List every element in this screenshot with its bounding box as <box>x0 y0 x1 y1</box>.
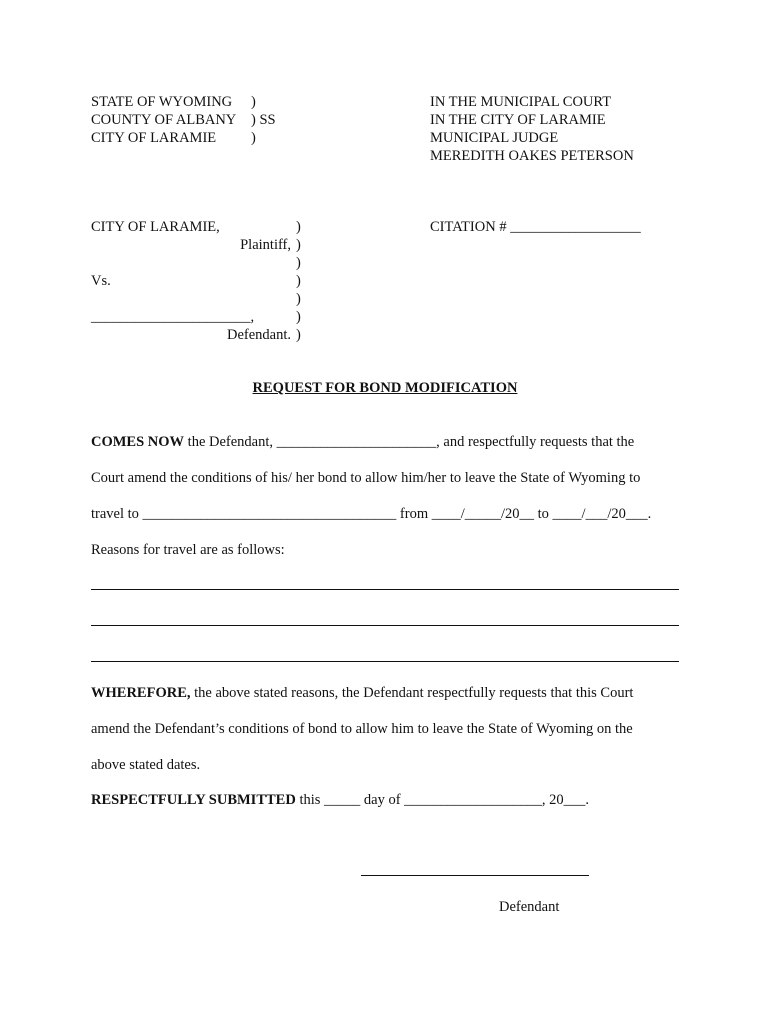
court-heading <box>430 93 634 165</box>
comes-now-lead: COMES NOW <box>91 434 185 450</box>
caption-paren: ) <box>251 94 256 110</box>
plaintiff-label: Plaintiff, <box>240 237 291 253</box>
comes-now-line <box>91 433 634 451</box>
wherefore-text: the above stated reasons, the Defendant respectfully requests that this Court <box>190 685 634 701</box>
parties-paren: ) <box>296 273 301 289</box>
parties-paren: ) <box>296 291 301 307</box>
caption-city-row <box>91 129 291 147</box>
signature-line[interactable] <box>361 875 589 876</box>
caption-county: COUNTY OF ALBANY <box>91 112 237 128</box>
wherefore-lead: WHEREFORE, <box>91 685 191 701</box>
court-line: IN THE CITY OF LARAMIE <box>430 112 606 128</box>
reason-line-1[interactable] <box>91 589 679 590</box>
submitted-lead: RESPECTFULLY SUBMITTED <box>91 792 296 808</box>
parties-paren: ) <box>296 255 301 271</box>
court-line: MEREDITH OAKES PETERSON <box>430 148 634 164</box>
defendant-name-blank[interactable]: ______________________, <box>91 309 255 325</box>
caption-city: CITY OF LARAMIE <box>91 130 217 146</box>
citation-number-field[interactable]: CITATION # __________________ <box>430 219 641 235</box>
document-title: REQUEST FOR BOND MODIFICATION <box>252 380 518 396</box>
reasons-label: Reasons for travel are as follows: <box>91 542 285 558</box>
defendant-label: Defendant. <box>226 327 291 343</box>
reason-line-3[interactable] <box>91 661 679 662</box>
caption-state-row <box>91 93 291 111</box>
body-line: above stated dates. <box>91 757 201 773</box>
wherefore-line <box>91 684 633 702</box>
signature-label: Defendant <box>499 899 560 915</box>
caption-venue <box>91 93 291 147</box>
parties-paren: ) <box>296 327 301 343</box>
body-line: amend the Defendant’s conditions of bond to allow him to leave the State of Wyoming on the <box>91 721 633 737</box>
plaintiff-name: CITY OF LARAMIE, <box>91 219 220 235</box>
travel-dates-line[interactable]: travel to ___________________________________ from ____/_____/20__ to ____/___/20___. <box>91 506 652 522</box>
reason-line-2[interactable] <box>91 625 679 626</box>
versus-label: Vs. <box>91 273 111 289</box>
caption-paren: ) <box>251 130 256 146</box>
submitted-date-fields[interactable]: this _____ day of ___________________, 20___. <box>295 792 590 808</box>
parties-block <box>91 218 311 348</box>
submitted-line <box>91 791 589 809</box>
parties-paren: ) <box>296 309 301 325</box>
caption-state: STATE OF WYOMING <box>91 94 233 110</box>
court-line: IN THE MUNICIPAL COURT <box>430 94 612 110</box>
parties-paren: ) <box>296 219 301 235</box>
caption-county-row <box>91 111 291 129</box>
body-line: Court amend the conditions of his/ her bond to allow him/her to leave the State of Wyoming to <box>91 470 641 486</box>
comes-now-text[interactable]: the Defendant, ______________________, and respectfully requests that the <box>184 434 635 450</box>
parties-paren: ) <box>296 237 301 253</box>
court-line: MUNICIPAL JUDGE <box>430 130 559 146</box>
caption-paren-ss: ) SS <box>251 112 276 128</box>
